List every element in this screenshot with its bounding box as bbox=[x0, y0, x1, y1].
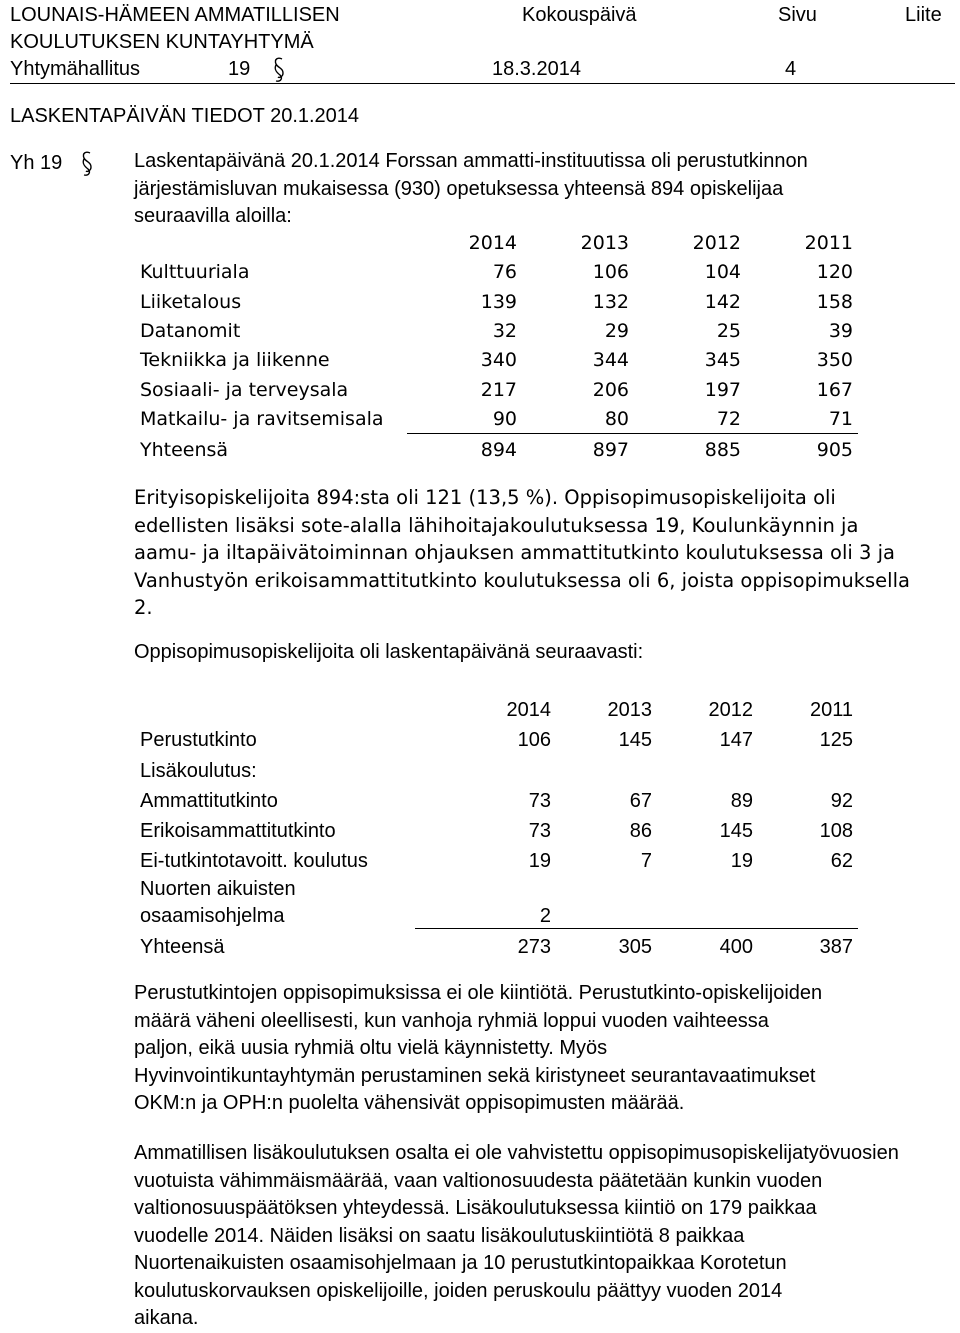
row-label: Yhteensä bbox=[140, 439, 229, 461]
paragraph-line: 2. bbox=[134, 596, 153, 619]
org-name-line2: KOULUTUKSEN KUNTAYHTYMÄ bbox=[10, 31, 314, 53]
table-cell: 905 bbox=[816, 439, 853, 461]
table-cell: 139 bbox=[480, 291, 517, 313]
row-label: Yhteensä bbox=[140, 936, 225, 958]
paragraph-line: aikana. bbox=[134, 1307, 199, 1329]
meeting-date-label: Kokouspäivä bbox=[522, 4, 637, 26]
table-cell: 19 bbox=[528, 850, 551, 872]
meeting-body: Yhtymähallitus bbox=[10, 58, 141, 80]
year-header: 2013 bbox=[580, 232, 629, 254]
table-cell: 19 bbox=[730, 850, 753, 872]
year-header: 2011 bbox=[804, 232, 853, 254]
org-name-line1: LOUNAIS-HÄMEEN AMMATILLISEN bbox=[10, 4, 340, 26]
paragraph-line: vuotuista vähimmäismäärää, vaan valtionosuudesta päätetään kunkin vuoden bbox=[134, 1169, 823, 1192]
item-reference: Yh 19 bbox=[10, 152, 63, 174]
table-cell: 345 bbox=[704, 349, 741, 371]
year-header: 2012 bbox=[708, 699, 753, 721]
row-label: osaamisohjelma bbox=[140, 905, 285, 927]
table-cell: 86 bbox=[629, 820, 652, 842]
row-label: Matkailu- ja ravitsemisala bbox=[140, 408, 384, 430]
year-header: 2012 bbox=[692, 232, 741, 254]
year-header: 2014 bbox=[506, 699, 551, 721]
apprenticeship-intro: Oppisopimusopiskelijoita oli laskentapäivänä seuraavasti: bbox=[134, 641, 644, 663]
year-header: 2013 bbox=[607, 699, 652, 721]
paragraph-line: aamu- ja iltapäivätoiminnan ohjauksen ammattitutkinto koulutuksessa oli 3 ja bbox=[134, 541, 895, 564]
quota-paragraph bbox=[134, 980, 822, 1118]
table-cell: 273 bbox=[517, 936, 551, 958]
paragraph-line: määrä väheni oleellisesti, kun vanhoja ryhmiä loppui vuoden vaihteessa bbox=[134, 1009, 769, 1032]
further-education-paragraph bbox=[134, 1140, 899, 1333]
section-sign-icon bbox=[80, 150, 94, 178]
table-cell: 89 bbox=[730, 790, 753, 812]
table-cell: 145 bbox=[618, 729, 652, 751]
table-cell: 897 bbox=[592, 439, 629, 461]
table-cell: 350 bbox=[816, 349, 853, 371]
total-divider bbox=[415, 928, 858, 929]
table-cell: 158 bbox=[816, 291, 853, 313]
table-cell: 32 bbox=[492, 320, 517, 342]
table-cell: 108 bbox=[819, 820, 853, 842]
table-cell: 206 bbox=[592, 379, 629, 401]
table-cell: 125 bbox=[819, 729, 853, 751]
paragraph-line: paljon, eikä uusia ryhmiä oltu vielä käynnistetty. Myös bbox=[134, 1037, 608, 1059]
table-cell: 104 bbox=[704, 261, 741, 283]
total-divider bbox=[407, 433, 858, 434]
paragraph-line: koulutuskorvauksen opiskelijoille, joiden peruskoulu päättyy vuoden 2014 bbox=[134, 1279, 783, 1302]
row-label: Sosiaali- ja terveysala bbox=[140, 379, 349, 401]
page-number: 4 bbox=[785, 58, 797, 80]
table-cell: 73 bbox=[528, 790, 551, 812]
row-label: Erikoisammattitutkinto bbox=[140, 820, 336, 842]
row-label: Kulttuuriala bbox=[140, 261, 250, 283]
table-cell: 305 bbox=[618, 936, 652, 958]
table-cell: 73 bbox=[528, 820, 551, 842]
intro-line: seuraavilla aloilla: bbox=[134, 205, 292, 227]
table-cell: 147 bbox=[719, 729, 753, 751]
table-cell: 142 bbox=[704, 291, 741, 313]
paragraph-line: vuodelle 2014. Näiden lisäksi on saatu lisäkoulutuskiintiötä 8 paikkaa bbox=[134, 1224, 745, 1247]
table-cell: 217 bbox=[480, 379, 517, 401]
row-label: Ammattitutkinto bbox=[140, 790, 278, 812]
row-label: Lisäkoulutus: bbox=[140, 760, 257, 782]
paragraph-line: Nuortenaikuisten osaamisohjelmaan ja 10 perustutkintopaikkaa Korotetun bbox=[134, 1252, 787, 1274]
table-cell: 80 bbox=[604, 408, 629, 430]
header-divider bbox=[10, 83, 955, 84]
table-cell: 92 bbox=[830, 790, 853, 812]
paragraph-line: Erityisopiskelijoita 894:sta oli 121 (13,5 %). Oppisopimusopiskelijoita oli bbox=[134, 486, 836, 509]
table-cell: 132 bbox=[592, 291, 629, 313]
paragraph-line: OKM:n ja OPH:n puolelta vähensivät oppisopimusten määrää. bbox=[134, 1092, 685, 1114]
table-cell: 340 bbox=[480, 349, 517, 371]
intro-line: Laskentapäivänä 20.1.2014 Forssan ammatti-instituutissa oli perustutkinnon bbox=[134, 150, 808, 172]
table-cell: 7 bbox=[640, 850, 652, 872]
table-cell: 76 bbox=[492, 261, 517, 283]
row-label: Ei-tutkintotavoitt. koulutus bbox=[140, 850, 368, 872]
table-cell: 344 bbox=[592, 349, 629, 371]
table-cell: 145 bbox=[719, 820, 753, 842]
table-cell: 67 bbox=[629, 790, 652, 812]
table-cell: 2 bbox=[539, 905, 551, 927]
table-cell: 62 bbox=[830, 850, 853, 872]
table-cell: 894 bbox=[480, 439, 517, 461]
table-cell: 106 bbox=[517, 729, 551, 751]
paragraph-line: Hyvinvointikuntayhtymän perustaminen sekä kiristyneet seurantavaatimukset bbox=[134, 1064, 816, 1087]
row-label: Liiketalous bbox=[140, 291, 242, 313]
row-label: Perustutkinto bbox=[140, 729, 257, 751]
paragraph-line: Vanhustyön erikoisammattitutkinto koulutuksessa oli 6, joista oppisopimuksella bbox=[134, 568, 910, 592]
table-cell: 72 bbox=[716, 408, 741, 430]
special-students-paragraph bbox=[134, 484, 910, 622]
table-cell: 29 bbox=[604, 320, 629, 342]
table-cell: 90 bbox=[492, 408, 517, 430]
row-label: Nuorten aikuisten bbox=[140, 878, 296, 900]
paragraph-line: valtionosuuspäätöksen yhteydessä. Lisäkoulutuksessa kiintiö on 179 paikkaa bbox=[134, 1197, 817, 1219]
table-cell: 39 bbox=[828, 320, 853, 342]
row-label: Tekniikka ja liikenne bbox=[140, 349, 330, 371]
meeting-date: 18.3.2014 bbox=[492, 58, 581, 80]
row-label: Datanomit bbox=[140, 320, 241, 342]
table-cell: 106 bbox=[592, 261, 629, 283]
table-cell: 71 bbox=[828, 408, 853, 430]
page-label: Sivu bbox=[778, 4, 817, 26]
table-cell: 197 bbox=[704, 379, 741, 401]
table-cell: 885 bbox=[704, 439, 741, 461]
section-sign-icon bbox=[272, 56, 286, 84]
meeting-number: 19 bbox=[228, 58, 251, 80]
year-header: 2014 bbox=[468, 232, 517, 254]
intro-line: järjestämisluvan mukaisessa (930) opetuksessa yhteensä 894 opiskelijaa bbox=[134, 177, 784, 200]
attachment-label: Liite bbox=[905, 4, 942, 26]
table-cell: 400 bbox=[719, 936, 753, 958]
paragraph-line: edellisten lisäksi sote-alalla lähihoitajakoulutuksessa 19, Koulunkäynnin ja bbox=[134, 513, 859, 537]
table-cell: 387 bbox=[819, 936, 853, 958]
table-cell: 167 bbox=[816, 379, 853, 401]
paragraph-line: Perustutkintojen oppisopimuksissa ei ole kiintiötä. Perustutkinto-opiskelijoiden bbox=[134, 982, 823, 1004]
intro-paragraph bbox=[134, 148, 808, 231]
year-header: 2011 bbox=[809, 699, 853, 721]
table-cell: 120 bbox=[816, 261, 853, 283]
table-cell: 25 bbox=[716, 320, 741, 342]
section-title: LASKENTAPÄIVÄN TIEDOT 20.1.2014 bbox=[10, 105, 360, 127]
paragraph-line: Ammatillisen lisäkoulutuksen osalta ei ole vahvistettu oppisopimusopiskelijatyövuosien bbox=[134, 1142, 899, 1164]
